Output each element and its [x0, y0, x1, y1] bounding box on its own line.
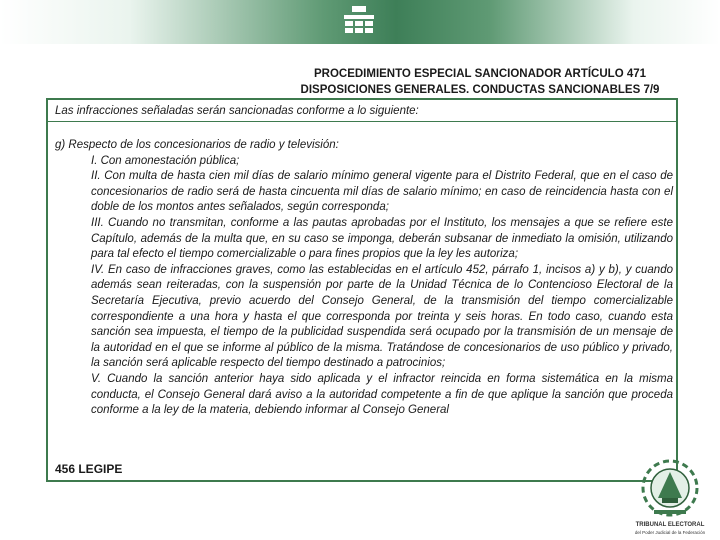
- tribunal-label: [630, 522, 710, 536]
- list-item: V. Cuando la sanción anterior haya sido aplicada y el infractor reincida en forma sistemática en la misma conducta, el Consejo General dará aviso a la autoridad competente a fin de que aplique la sanción que proceda conforme a la ley de la materia, debiendo informar al Consejo General: [91, 372, 673, 417]
- title-line-1: PROCEDIMIENTO ESPECIAL SANCIONADOR ARTÍCULO 471: [313, 68, 647, 80]
- intro-text: Las infracciones señaladas serán sancionadas conforme a lo siguiente:: [55, 105, 419, 117]
- article-body: [55, 138, 673, 419]
- section-heading: g) Respecto de los concesionarios de radio y televisión:: [55, 139, 339, 151]
- source-reference: 456 LEGIPE: [55, 462, 123, 476]
- divider: [47, 121, 677, 122]
- slide-title: [260, 66, 700, 98]
- title-line-2: DISPOSICIONES GENERALES. CONDUCTAS SANCIONABLES 7/9: [300, 84, 660, 96]
- list-item: I. Con amonestación pública;: [91, 154, 240, 167]
- tribunal-subtitle: del Poder Judicial de la Federación: [634, 530, 706, 535]
- list-item: IV. En caso de infracciones graves, como las establecidas en el artículo 452, párrafo 1, incisos a) y b), y cuando además sean reiteradas, con la suspensión por parte de la Unidad Técnica de lo Contencioso Electoral de la Secretaría Ejecutiva, previo acuerdo del Consejo General, de la transmisión del tiempo comercializable correspondiente a una hora y hasta el que corresponda por treinta y seis horas. En todo caso, cuando esta sanción sea impuesta, el tiempo de la publicidad suspendida será ocupado por la transmisión de un mensaje de la autoridad en el que se informe al público de la misma. Tratándose de concesionarios de uso público y privado, la sanción será aplicable respecto del tiempo destinado a patrocinios;: [91, 263, 673, 370]
- list-item: II. Con multa de hasta cien mil días de salario mínimo general vigente para el Distrito Federal, que en el caso de concesionarios de radio será de hasta cincuenta mil días de salario mínimo; en caso de reincidencia hasta con el doble de los montos antes señalados, según corresponda;: [91, 170, 673, 214]
- building-icon: [342, 6, 376, 36]
- tribunal-name: TRIBUNAL ELECTORAL: [635, 522, 705, 528]
- list-item: III. Cuando no transmitan, conforme a las pautas aprobadas por el Instituto, los mensajes a que se refiere este Capítulo, además de la multa que, en su caso se imponga, deberán subsanar de inmediato la omisión, utilizando para tal efecto el tiempo comercializable o para fines propios que la ley les autoriza;: [91, 216, 673, 261]
